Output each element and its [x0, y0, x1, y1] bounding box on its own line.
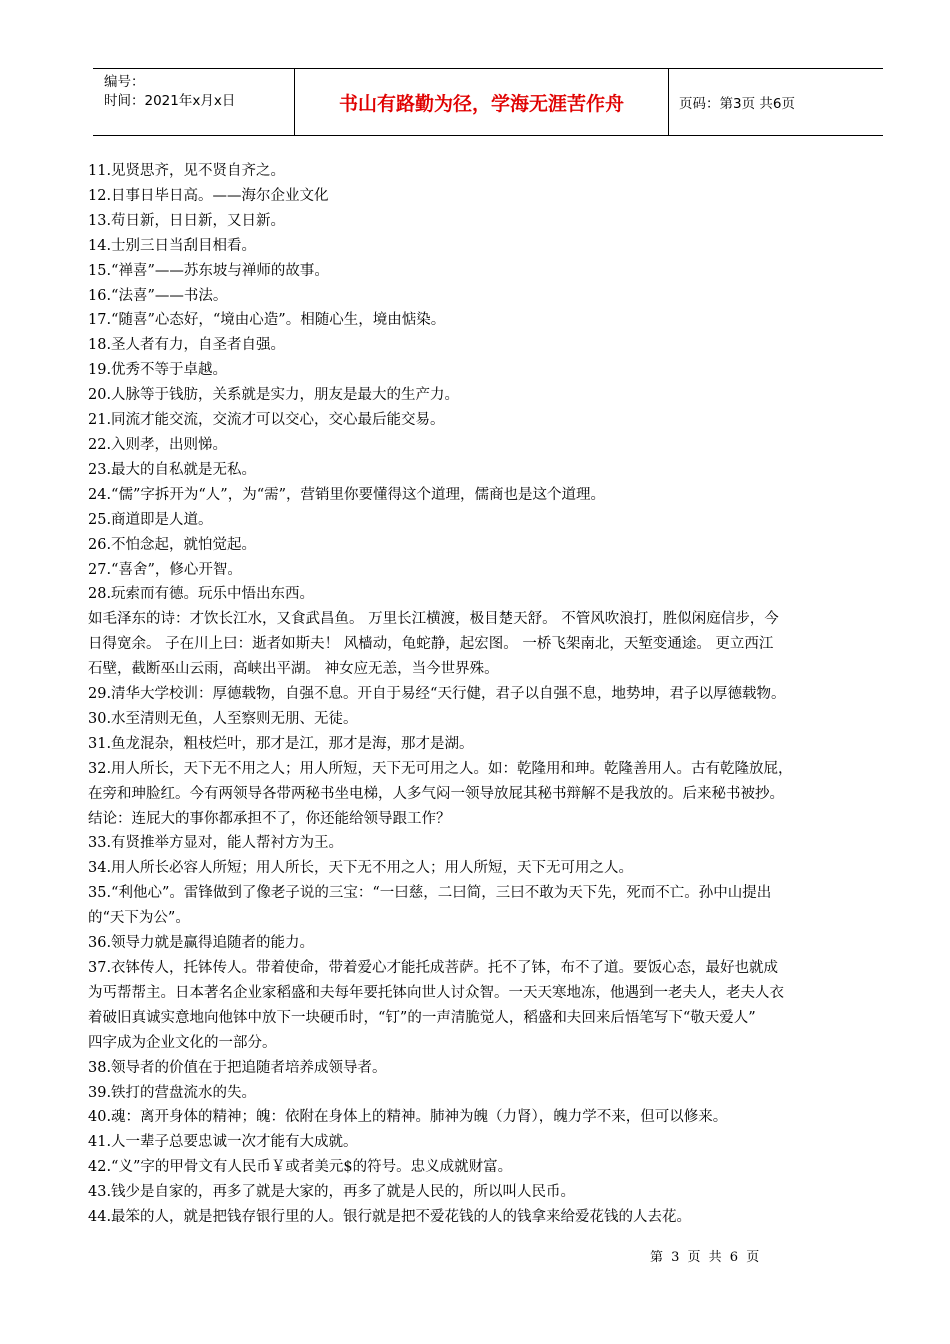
text-line: 19.优秀不等于卓越。 [88, 362, 228, 379]
text-line: 日得宽余。 子在川上曰：逝者如斯夫！ 风樯动，龟蛇静，起宏图。 一桥飞架南北，天堑变通途。 更立西江 [88, 636, 774, 653]
text-line: 39.铁打的营盘流水的失。 [88, 1084, 257, 1101]
document-body [88, 159, 906, 1230]
text-line: 24.“儒”字拆开为“人”，为“需”，营销里你要懂得这个道理，儒商也是这个道理。 [88, 486, 606, 503]
text-line: 43.钱少是自家的，再多了就是大家的，再多了就是人民的，所以叫人民币。 [88, 1184, 576, 1201]
page-footer: 第 3 页 共 6 页 [650, 1250, 762, 1265]
text-line: 31.鱼龙混杂，粗枝烂叶，那才是江，那才是海，那才是湖。 [88, 735, 474, 752]
text-line: 如毛泽东的诗：才饮长江水，又食武昌鱼。 万里长江横渡，极目楚天舒。 不管风吹浪打，胜似闲庭信步，今 [88, 611, 779, 628]
text-line: 37.衣钵传人，托钵传人。带着使命，带着爱心才能托成菩萨。托不了钵，布不了道。要饭心态，最好也就成 [88, 960, 779, 976]
text-line: 44.最笨的人，就是把钱存银行里的人。银行就是把不爱花钱的人的钱拿来给爱花钱的人去花。 [88, 1209, 692, 1226]
text-line: 21.同流才能交流，交流才可以交心，交心最后能交易。 [88, 412, 445, 429]
text-line: 23.最大的自私就是无私。 [88, 461, 257, 478]
text-line: 29.清华大学校训：厚德载物，自强不息。开自于易经“天行健，君子以自强不息，地势坤，君子以厚德载物。 [88, 686, 786, 703]
text-line: 42.“义”字的甲骨文有人民币￥或者美元$的符号。忠义成就财富。 [88, 1159, 513, 1176]
header-meta [93, 69, 295, 135]
text-line: 14.士别三日当刮目相看。 [88, 237, 257, 254]
text-line: 27.“喜舍”，修心开智。 [88, 561, 242, 578]
text-line: 41.人一辈子总要忠诚一次才能有大成就。 [88, 1134, 358, 1151]
text-line: 11.见贤思齐，见不贤自齐之。 [88, 163, 286, 179]
text-line: 22.入则孝，出则悌。 [88, 436, 228, 453]
header-motto: 书山有路勤为径，学海无涯苦作舟 [295, 69, 669, 135]
text-line: 40.魂：离开身体的精神；魄：依附在身体上的精神。肺神为魄（力肾），魄力学不来，但可以修来。 [88, 1109, 728, 1126]
text-line: 26.不怕念起，就怕觉起。 [88, 536, 257, 553]
text-line: 石壁，截断巫山云雨，高峡出平湖。 神女应无恙，当今世界殊。 [88, 661, 499, 678]
text-line: 18.圣人者有力，自圣者自强。 [88, 337, 286, 354]
text-line: 38.领导者的价值在于把追随者培养成领导者。 [88, 1059, 387, 1076]
text-line: 33.有贤推举方显对，能人帮衬方为王。 [88, 835, 344, 852]
text-line: 32.用人所长，天下无不用之人；用人所短，天下无可用之人。如：乾隆用和珅。乾隆善用人。古有乾隆放屁， [88, 760, 793, 777]
text-line: 12.日事日毕日高。——海尔企业文化 [88, 187, 329, 204]
text-line: 20.人脉等于钱肪，关系就是实力，朋友是最大的生产力。 [88, 387, 460, 404]
text-line: 34.用人所长必容人所短；用人所长，天下无不用之人；用人所短，天下无可用之人。 [88, 860, 634, 877]
text-line: 结论：连屁大的事你都承担不了，你还能给领导跟工作？ [88, 810, 451, 827]
text-line: 30.水至清则无鱼，人至察则无朋、无徒。 [88, 710, 358, 727]
text-line: 17.“随喜”心态好，“境由心造”。相随心生，境由惦染。 [88, 312, 446, 329]
document-header [93, 68, 883, 136]
text-line: 35.“利他心”。雷锋做到了像老子说的三宝：“一曰慈，二曰简，三曰不敢为天下先，死而不亡。孙中山提出 [88, 885, 772, 902]
text-line: 在旁和珅脸红。今有两领导各带两秘书坐电梯，人多气闷一领导放屁其秘书辩解不是我放的。后来秘书被抄。 [88, 785, 784, 802]
text-line: 的“天下为公”。 [88, 910, 190, 927]
text-line: 25.商道即是人道。 [88, 511, 213, 528]
text-line: 28.玩索而有德。玩乐中悟出东西。 [88, 586, 315, 603]
text-line: 13.苟日新，日日新，又日新。 [88, 212, 286, 229]
text-line: 36.领导力就是赢得追随者的能力。 [88, 935, 315, 952]
text-line: 为丐帮帮主。日本著名企业家稻盛和夫每年要托钵向世人讨众智。一天天寒地冻，他遇到一老夫人，老夫人衣 [88, 984, 784, 1001]
number-label: 编号： [104, 74, 145, 90]
text-line: 着破旧真诚实意地向他钵中放下一块硬币时，“钉”的一声清脆觉人，稻盛和夫回来后悟笔写下“敬天爱人” [88, 1009, 756, 1026]
text-line: 15.“禅喜”——苏东坡与禅师的故事。 [88, 262, 329, 279]
text-line: 16.“法喜”——书法。 [88, 287, 228, 304]
time-label: 时间：2021年x月x日 [104, 93, 236, 109]
header-page-info: 页码：第3页 共6页 [679, 96, 795, 112]
text-line: 四字成为企业文化的一部分。 [88, 1034, 277, 1051]
